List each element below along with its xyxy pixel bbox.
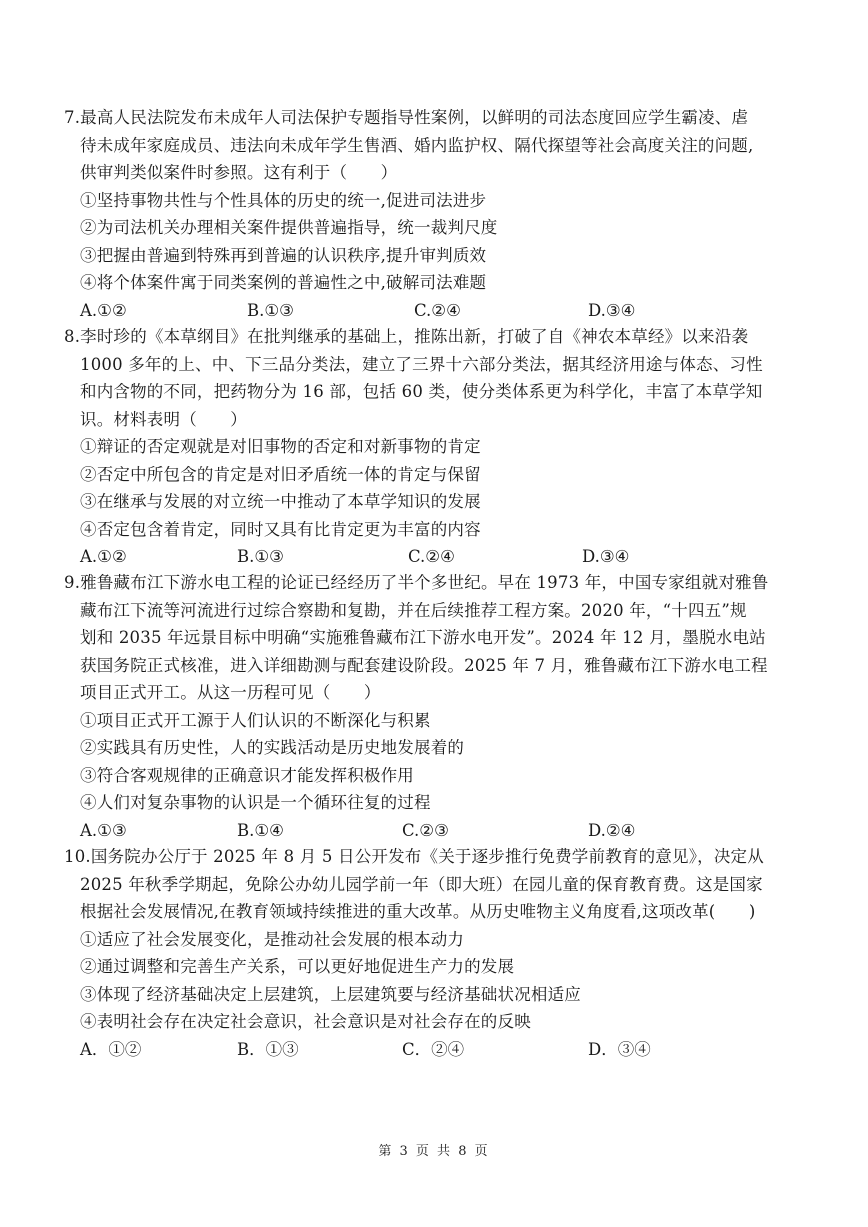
question-stem-line: 1000 多年的上、中、下三品分类法，建立了三界十六部分类法，据其经济用途与体态、习性 bbox=[80, 354, 763, 374]
question-stem-line: 8.李时珍的《本草纲目》在批判继承的基础上，推陈出新，打破了自《神农本草经》以来沿袭 bbox=[64, 327, 749, 346]
choice-a: A．①② bbox=[80, 1039, 142, 1059]
choice-c: C.②④ bbox=[414, 300, 461, 320]
option-statement: ①辩证的否定观就是对旧事物的否定和对新事物的肯定 bbox=[80, 437, 481, 456]
question-stem-line: 7.最高人民法院发布未成年人司法保护专题指导性案例，以鲜明的司法态度回应学生霸凌、虐 bbox=[64, 108, 749, 127]
option-statement: ④否定包含着肯定，同时又具有比肯定更为丰富的内容 bbox=[80, 519, 481, 539]
option-statement: ③体现了经济基础决定上层建筑，上层建筑要与经济基础状况相适应 bbox=[80, 984, 581, 1004]
option-statement: ④人们对复杂事物的认识是一个循环往复的过程 bbox=[80, 793, 431, 812]
question-stem-line: 供审判类似案件时参照。这有利于（ ） bbox=[80, 163, 398, 182]
choice-c: C.②③ bbox=[402, 820, 449, 840]
page-number-footer: 第 3 页 共 8 页 bbox=[378, 1144, 490, 1159]
choice-c: C.②④ bbox=[408, 547, 455, 566]
option-statement: ①适应了社会发展变化，是推动社会发展的根本动力 bbox=[80, 929, 465, 949]
answer-choices bbox=[64, 817, 794, 845]
question-8 bbox=[64, 323, 794, 571]
question-stem-line: 划和 2035 年远景目标中明确“实施雅鲁藏布江下游水电开发”。2024 年 12 月，墨脱水电站 bbox=[80, 628, 766, 647]
option-statement: ①项目正式开工源于人们认识的不断深化与积累 bbox=[80, 710, 431, 730]
question-stem-line: 项目正式开工。从这一历程可见（ ） bbox=[80, 683, 381, 702]
option-statement: ③符合客观规律的正确意识才能发挥积极作用 bbox=[80, 765, 414, 785]
question-stem-line: 待未成年家庭成员、违法向未成年学生售酒、婚内监护权、隔代探望等社会高度关注的问题, bbox=[80, 135, 754, 155]
choice-d: D.③④ bbox=[582, 547, 630, 566]
option-statement: ④表明社会存在决定社会意识，社会意识是对社会存在的反映 bbox=[80, 1012, 531, 1031]
option-statement: ①坚持事物共性与个性具体的历史的统一,促进司法进步 bbox=[80, 190, 487, 210]
answer-choices bbox=[64, 1036, 794, 1064]
choice-b: B．①③ bbox=[237, 1039, 299, 1059]
option-statement: ②否定中所包含的肯定是对旧矛盾统一体的肯定与保留 bbox=[80, 464, 481, 484]
question-stem-line: 获国务院正式核准，进入详细勘测与配套建设阶段。2025 年 7 月，雅鲁藏布江下游水电工程 bbox=[80, 655, 768, 675]
choice-b: B.①④ bbox=[237, 820, 284, 840]
choice-b: B.①③ bbox=[237, 547, 284, 566]
option-statement: ③在继承与发展的对立统一中推动了本草学知识的发展 bbox=[80, 492, 481, 511]
question-stem-line: 根据社会发展情况,在教育领域持续推进的重大改革。从历史唯物主义角度看,这项改革( ) bbox=[80, 902, 756, 921]
option-statement: ②为司法机关办理相关案件提供普遍指导，统一裁判尺度 bbox=[80, 218, 498, 237]
question-9 bbox=[64, 569, 794, 844]
question-stem-line: 9.雅鲁藏布江下游水电工程的论证已经经历了半个多世纪。早在 1973 年，中国专家组就对雅鲁 bbox=[64, 573, 769, 592]
question-7 bbox=[64, 104, 794, 324]
choice-d: D．③④ bbox=[588, 1039, 651, 1059]
option-statement: ④将个体案件寓于同类案例的普遍性之中,破解司法难题 bbox=[80, 273, 487, 292]
question-stem-line: 2025 年秋季学期起，免除公办幼儿园学前一年（即大班）在园儿童的保育教育费。这是国家 bbox=[80, 874, 763, 894]
question-stem-line: 10.国务院办公厅于 2025 年 8 月 5 日公开发布《关于逐步推行免费学前教育的意见》，决定从 bbox=[64, 847, 764, 866]
answer-choices bbox=[64, 297, 794, 325]
question-stem-line: 识。材料表明（ ） bbox=[80, 409, 247, 429]
option-statement: ②实践具有历史性，人的实践活动是历史地发展着的 bbox=[80, 738, 465, 757]
choice-c: C．②④ bbox=[402, 1039, 465, 1059]
option-statement: ②通过调整和完善生产关系，可以更好地促进生产力的发展 bbox=[80, 957, 515, 976]
choice-a: A.①② bbox=[80, 300, 127, 320]
answer-choices bbox=[64, 543, 794, 571]
option-statement: ③把握由普遍到特殊再到普遍的认识秩序,提升审判质效 bbox=[80, 245, 487, 265]
question-stem-line: 和内含物的不同，把药物分为 16 部，包括 60 类，使分类体系更为科学化，丰富了本草学知 bbox=[80, 382, 763, 401]
choice-a: A.①③ bbox=[80, 820, 127, 840]
choice-d: D.②④ bbox=[588, 820, 636, 840]
question-stem-line: 藏布江下流等河流进行过综合察勘和复勘，并在后续推荐工程方案。2020 年，“十四五”规 bbox=[80, 600, 747, 620]
question-10 bbox=[64, 843, 794, 1063]
choice-d: D.③④ bbox=[588, 300, 636, 320]
choice-a: A.①② bbox=[80, 547, 127, 566]
choice-b: B.①③ bbox=[247, 300, 294, 320]
